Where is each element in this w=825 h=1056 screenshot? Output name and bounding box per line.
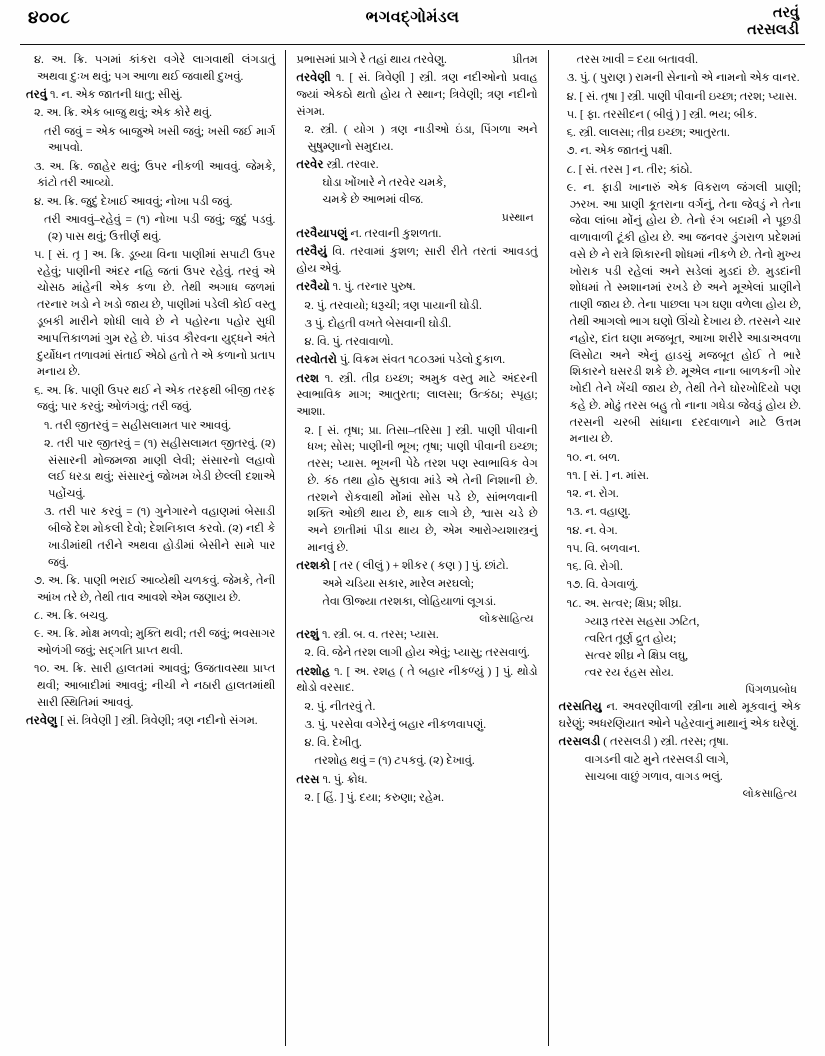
verse-line: ગ્યારૂ તરસ સહસા ઝટિત, <box>584 616 700 628</box>
verse-line: સાચબા વાછું ગળાવ, વાગડ ભલું. <box>584 771 723 784</box>
entry-definition: ન. તરવાની કુશળતા. <box>347 228 442 241</box>
entry-definition: સ્ત્રી. તરવાર. <box>323 159 379 172</box>
verse-line: ત્વર રય રંહસ સોય. <box>584 667 674 680</box>
sense-definition: ૧૮. અ. સત્વર; ક્ષિપ્ર; શીઘ્ર. <box>566 597 682 610</box>
verse-quotation <box>296 576 537 627</box>
sense-definition: ૩. પું. ( પુરાણ ) રામની સેનાનો એ નામનો એક વાનર. <box>566 72 800 85</box>
sense-definition: ૭. ન. એક જાતનું પક્ષી. <box>566 145 673 158</box>
dictionary-entry <box>26 713 275 730</box>
running-head-words <box>747 5 799 39</box>
sub-sense-definition: તરશોહ થવું = (૧) ટપકવું. (૨) દેખાવું. <box>314 755 475 768</box>
sense-definition: ૧૪. ન. વેગ. <box>566 524 618 537</box>
dictionary-entry <box>559 734 801 751</box>
entry-headword: તરવોતરો <box>296 354 337 367</box>
verse-line: અમે ચડિયા સકાર, મારેલ મરઘલો; <box>322 578 474 591</box>
dictionary-entry <box>296 226 537 243</box>
sense-definition: ૨. વિ. જેને તરશ લાગી હોય એવું; પ્યાસુ; તરસવાળું. <box>304 647 530 660</box>
entry-definition: ૧. પું. તરનાર પુરુષ. <box>329 281 416 294</box>
verse-line: વાગડની વાટે મુને તરસલડી લાગે, <box>584 754 729 767</box>
sense-definition: ૧૫. વિ. બળવાન. <box>566 542 641 555</box>
quotation-text: પ્રભાસમાં પ્રાગે રે તહાં થાય તરવેણુ. <box>296 54 447 66</box>
verse-line: તેવા ઊજ્યા તરશકા, લોહિયાળાં લૂગડાં. <box>322 595 496 608</box>
entry-definition: ૧. સ્ત્રી. બ. વ. તરસ; પ્યાસ. <box>319 629 439 642</box>
column-2 <box>286 48 547 1048</box>
sense-definition: ૨. સ્ત્રી. ( યોગ ) ત્રણ નાડીઓ ઇંડા, પિંગળા અને સુષુમ્ણાનો સમુદાય. <box>304 124 538 153</box>
sense-definition: ૧૬. વિ. રોગી. <box>566 561 623 574</box>
entry-definition: [ સં. ત્રિવેણી ] સ્ત્રી. ત્રિવેણી; ત્રણ નદીનો સંગમ. <box>57 715 258 728</box>
sense-definition: ૪. અ. ક્રિ. જુદું દેખાઈ આવવું; નોખા પડી જવું. <box>34 195 233 208</box>
running-head-last-word: તરસલડી <box>747 22 799 39</box>
sense-definition: ૨. [ સં. તૃષા; પ્રા. તિસા–તરિસા ] સ્ત્રી. પાણી પીવાની ધખ; સોસ; પાણીની ભૂખ; તૃષા; પાણી પીવાની ઇચ્છા; તરસ; પ્યાસ. ભૂખની પેઠે તરશ પણ સ્વાભાવિક વેગ છે. કંઠ તથા હોઠ સુકાવા માંડે એ તેની નિશાની છે. તરશને રોકવાથી મોંમાં સોસ પડે છે, સાંભળવાની શક્તિ ઓછી થાય છે, થાક લાગે છે, શ્વાસ ચડે છે અને છાતીમાં પીડા થાય છે, એમ આરોગ્યશાસ્ત્રનું માનવું છે. <box>304 424 538 554</box>
sense-definition: ૯. અ. ક્રિ. મોક્ષ મળવો; મુક્તિ થવી; તરી જવું; ભવસાગર ઓળંગી જવું; સદ્ગતિ પ્રાપ્ત થવી. <box>34 628 276 658</box>
entry-headword: તરવૈયો <box>296 281 330 294</box>
continued-quotation <box>296 52 537 69</box>
column-3 <box>549 48 805 1048</box>
verse-line: ચમકે છે આભમાં વીજ. <box>322 194 424 207</box>
sense-definition: ૧૧. [ સં. ] ન. માંસ. <box>566 469 649 482</box>
entry-headword: તરશું <box>296 629 320 642</box>
sense-definition: ૧૦. ન. બળ. <box>566 451 620 464</box>
sense-definition: ૭. અ. ક્રિ. પાણી ભરાઈ આવ્યેથી ચળકવું. જેમકે, તેની આંખ તરે છે, તેથી તાવ આવશે એમ જણાય છે. <box>34 574 276 604</box>
dictionary-entry <box>26 87 275 104</box>
verse-line: ત્વરિત તૂર્ણ દ્રુત હોય; <box>584 633 677 646</box>
entry-headword: તરવું <box>26 89 48 102</box>
sense-definition: ૫. [ ફા. તરસીદન ( બીવું ) ] સ્ત્રી. ભય; બીક. <box>566 108 757 121</box>
dictionary-entry <box>296 772 537 789</box>
entry-headword: તરશ <box>296 372 320 385</box>
entry-definition: ૧. [ અ. રશહ ( તે બહાર નીકળ્યું ) ] પું. થોડો થોડો વરસાદ. <box>296 665 538 695</box>
entry-definition: વિ. તરવામાં કુશળ; સારી રીતે તરતાં આવડતું હોય એવું. <box>296 246 538 276</box>
sub-sense-definition: તરી જવું = એક બાજુએ ખસી જવું; ખસી જઈ માર્ગ આપવો. <box>44 125 276 155</box>
sense-definition: ૪. અ. ક્રિ. પગમાં કાંકરા વગેરે લાગવાથી લંગડાતું અથવા દુઃખ થવું; પગ આળા થઈ જવાથી દુખવું. <box>34 54 276 83</box>
sense-definition: ૯. ન. ફાડી ખાનારું એક વિકરાળ જંગલી પ્રાણી; ઝરખ. આ પ્રાણી કૂતરાના વર્ગનું, તેના જેવડું ને તેના જેવા લાંબા મોંનું હોય છે. તેનો રંગ બદામી ને પૂછડી વાળાવાળી ટૂંકી હોય છે. આ જનવર ડુંગરાળ પ્રદેશમાં વસે છે ને રાત્રે શિકારની શોધમાં નીકળે છે. તેનો મુખ્ય ખોરાક પડી રહેલાં અને સડેલાં મુડદાં છે. મુડદાંની શોધમાં તે સ્મશાનમાં રખડે છે અને મૂએલાં પ્રાણીને તાણી જાય છે. તેના પાછલા પગ ઘણા વળેલા હોય છે, તેથી આગલો ભાગ ઘણો ઊંચો દેખાય છે. તરસને ચાર નહોર, દાંત ઘણા મજબૂત, આખા શરીરે આડાઅવળા લિસોટા અને એનું હાડચું મજબૂત હોઈ તે ભારે શિકારને ઘસરડી શકે છે. મૂએલ નાના બાળકની ગોર ખોદી તેને ખેંચી જાય છે, તેથી તેને ઘોરખોદિયો પણ કહે છે. મોઢું તરસ બહુ તો નાના ગધેડા જેવડું હોય છે. તરસની ચરબી સાંધાના દરદવાળાને માટે ઉત્તમ મનાય છે. <box>566 181 801 446</box>
sense-definition: ૬. સ્ત્રી. લાલસા; તીવ્ર ઇચ્છા; આતુરતા. <box>566 127 730 140</box>
sub-sense-definition: તરી આવવું–રહેવું = (૧) નોખા પડી જવું; જુદું પડવું. (૨) પાસ થવું; ઉત્તીર્ણ થવું. <box>44 213 276 243</box>
dictionary-entry <box>296 244 537 278</box>
entry-definition: [ તર ( લીલું ) + શીકર ( કણ ) ] પું. છાંટો. <box>330 560 509 573</box>
dictionary-entry <box>296 352 537 369</box>
entry-headword: તરસલડી <box>558 735 601 748</box>
verse-source: પ્રીતમ <box>512 54 538 66</box>
sub-sense-definition: ૩. તરી પાર કરવું = (૧) ગુનેગારને વહાણમાં બેસાડી બીજે દેશ મોકલી દેવો; દેશનિકાલ કરવો. (૨) નદી કે ખાડીમાંથી તરીને અથવા હોડીમાં બેસીને સામે પાર જવું. <box>44 506 276 569</box>
sense-definition: ૧૦. અ. ક્રિ. સારી હાલતમાં આવવું; ઉજતાવસ્થા પ્રાપ્ત થવી; આબાદીમાં આવવું; નીચી ને નઠારી હાલતમાંથી સારી સ્થિતિમાં આવવું. <box>34 663 276 709</box>
sense-definition: ૧૭. વિ. વેગવાળું. <box>566 579 639 592</box>
dictionary-entry <box>296 70 537 120</box>
verse-quotation <box>296 175 537 226</box>
entry-headword: તરવૈયું <box>296 246 327 259</box>
sub-sense-definition: તરસ ખાવી = દયા બતાવવી. <box>576 54 698 66</box>
entry-headword: તરવેર <box>296 159 324 172</box>
entry-definition: ન. અવરણીવાળી સ્ત્રીના માથે મૂકવાનું એક ઘરેણું; અધરણિયાત ઓને પહેરવાનું માથાનું એક ઘરેણું. <box>558 700 801 730</box>
sub-sense-definition: ૨. તરી પાર જીતરવું = (૧) સહીસલામત જીતરવું. (૨) સંસારની મોજમજા માણી લેવી; સંસારનો લહાવો લઈ ધરડા થવું; સંસારનું જોખમ ખેડી છેલ્લી દશાએ પહોંચવું. <box>44 437 276 501</box>
text-columns <box>20 48 805 1048</box>
entry-headword: તરશકો <box>296 560 331 573</box>
entry-headword: તરવેણુ <box>26 715 58 728</box>
sense-definition: ૧૩. ન. વહાણુ. <box>566 506 631 519</box>
header-divider <box>20 44 805 45</box>
dictionary-entry <box>296 627 537 644</box>
sense-definition: ૫. [ સં. તૃ ] અ. ક્રિ. ડૂબ્યા વિના પાણીમાં સપાટી ઉપર રહેવું; પાણીની અંદર નહિ જતાં ઉપર રહેવું. તરવું એ ચોસઠ માંહેની એક કળા છે. તેથી અગાધ જળમાં તરનાર ખડો ને ખડો જાય છે, પાણીમાં પડેલી કોઈ વસ્તુ ડૂબકી મારીને શોધી લાવે છે ને પહોરના પહોર સુધી આપત્તિકાળમાં ગુમ રહે છે. પાંડવ કૌરવના યુદ્ધને અંતે દુર્યોધન તળાવમાં સંતાઈ એઠો હતો તે એ કળાનો પ્રતાપ મનાય છે. <box>34 248 276 379</box>
verse-quotation <box>559 752 801 803</box>
column-1 <box>20 48 285 1048</box>
sub-sense-definition: ૧. તરી જીતરવું = સહીસલામત પાર આવવું. <box>44 419 232 432</box>
sense-definition: ૮. [ સં. તરસ ] ન. તીર; કાંઠો. <box>566 163 693 176</box>
entry-headword: તરસ <box>296 773 320 786</box>
dictionary-entry <box>296 279 537 296</box>
dictionary-entry <box>296 371 537 421</box>
entry-headword: તરશોહ <box>296 665 331 678</box>
sense-definition: ૨. પું. તરવાયો; ધરૂચી; ત્રણ પાયાની ઘોડી. <box>304 299 482 312</box>
entry-definition: ૧. ન. એક જાતની ધાતુ; સીસું. <box>47 89 183 102</box>
dictionary-entry <box>296 664 537 698</box>
running-head-first-word: તરવું <box>772 5 799 21</box>
verse-source: લોકસાહિત્ય <box>479 612 534 625</box>
entry-definition: ૧. પું. ક્રોધ. <box>319 773 368 786</box>
dictionary-entry <box>559 699 801 733</box>
sense-definition: ૪. વિ. પું. તરવાવાળો. <box>304 336 394 349</box>
entry-definition: ૧. [ સં. ત્રિવેણી ] સ્ત્રી. ત્રણ નદીઓનો પ્રવાહ જ્યાં એકઠો થતો હોય તે સ્થાન; ત્રિવેણી; ત્રણ નદીનો સંગમ. <box>296 72 538 118</box>
folio-number: ૪૦૦૮ <box>28 8 71 27</box>
sense-definition: ૪. વિ. દેખીતુ. <box>304 737 362 750</box>
sense-definition: ૩. અ. ક્રિ. જાહેર થવું; ઉપર નીકળી આવવું. જેમકે, કાંટો તરી આવ્યો. <box>34 160 276 190</box>
sense-definition: ૨. અ. ક્રિ. એક બાજુ થવું; એક કોરે થવું. <box>34 107 212 120</box>
verse-quotation <box>559 614 801 699</box>
dictionary-entry <box>296 157 537 174</box>
sense-definition: ૪. [ સં. તૃષા ] સ્ત્રી. પાણી પીવાની ઇચ્છા; તરશ; પ્યાસ. <box>566 90 797 103</box>
sense-definition: ૩ પું. દોહતી વખતે બેસવાની ઘોડી. <box>304 317 452 330</box>
verse-line: સત્વર શીઘ્ર ને ક્ષિપ્ર લઘુ, <box>584 650 689 663</box>
verse-source: પિંગળપ્રબોધ <box>745 684 797 697</box>
book-title: ભગવદ્ગોમંડલ <box>365 9 460 26</box>
running-head <box>0 0 825 44</box>
entry-headword: તરસતિયુ <box>558 700 602 713</box>
verse-source: લોકસાહિત્ય <box>742 788 797 801</box>
sense-definition: ૧૨. ન. રોગ. <box>566 488 619 501</box>
sense-definition: ૨. પું. નીતરવું તે. <box>304 700 376 713</box>
sense-definition: ૨. [ હિં. ] પું. દયા; કરુણા; રહેમ. <box>304 792 444 804</box>
sense-definition: ૬. અ. ક્રિ. પાણી ઉપર થઈ ને એક તરફથી બીજી તરફ જવું; પાર કરવું; ઓળંગવું; તરી જવું. <box>34 384 276 414</box>
sense-definition: ૩. પું. પરસેવા વગેરેનું બહાર નીકળવાપણું. <box>304 718 487 731</box>
entry-definition: પું. વિક્રમ સંવત ૧૮૦૩માં પડેલો દુકાળ. <box>337 354 506 367</box>
entry-headword: તરવૈયાપણું <box>296 228 348 241</box>
entry-definition: ૧. સ્ત્રી. તીવ્ર ઇચ્છા; અમુક વસ્તુ માટે અંદરની સ્વાભાવિક માગ; આતુરતા; લાલસા; ઉત્કંઠા; સ્પૃહા; આશા. <box>296 372 538 419</box>
entry-definition: ( તરસલડી ) સ્ત્રી. તરસ; તૃષા. <box>600 735 729 748</box>
dictionary-entry <box>296 558 537 575</box>
verse-line: ઘોડા ખોંખારે ને તરવેર ચમકે, <box>322 177 447 190</box>
entry-headword: તરવેણી <box>296 72 331 85</box>
sense-definition: ૮. અ. ક્રિ. બચવુ. <box>34 610 109 622</box>
verse-source: પ્રસ્થાન <box>501 211 534 224</box>
